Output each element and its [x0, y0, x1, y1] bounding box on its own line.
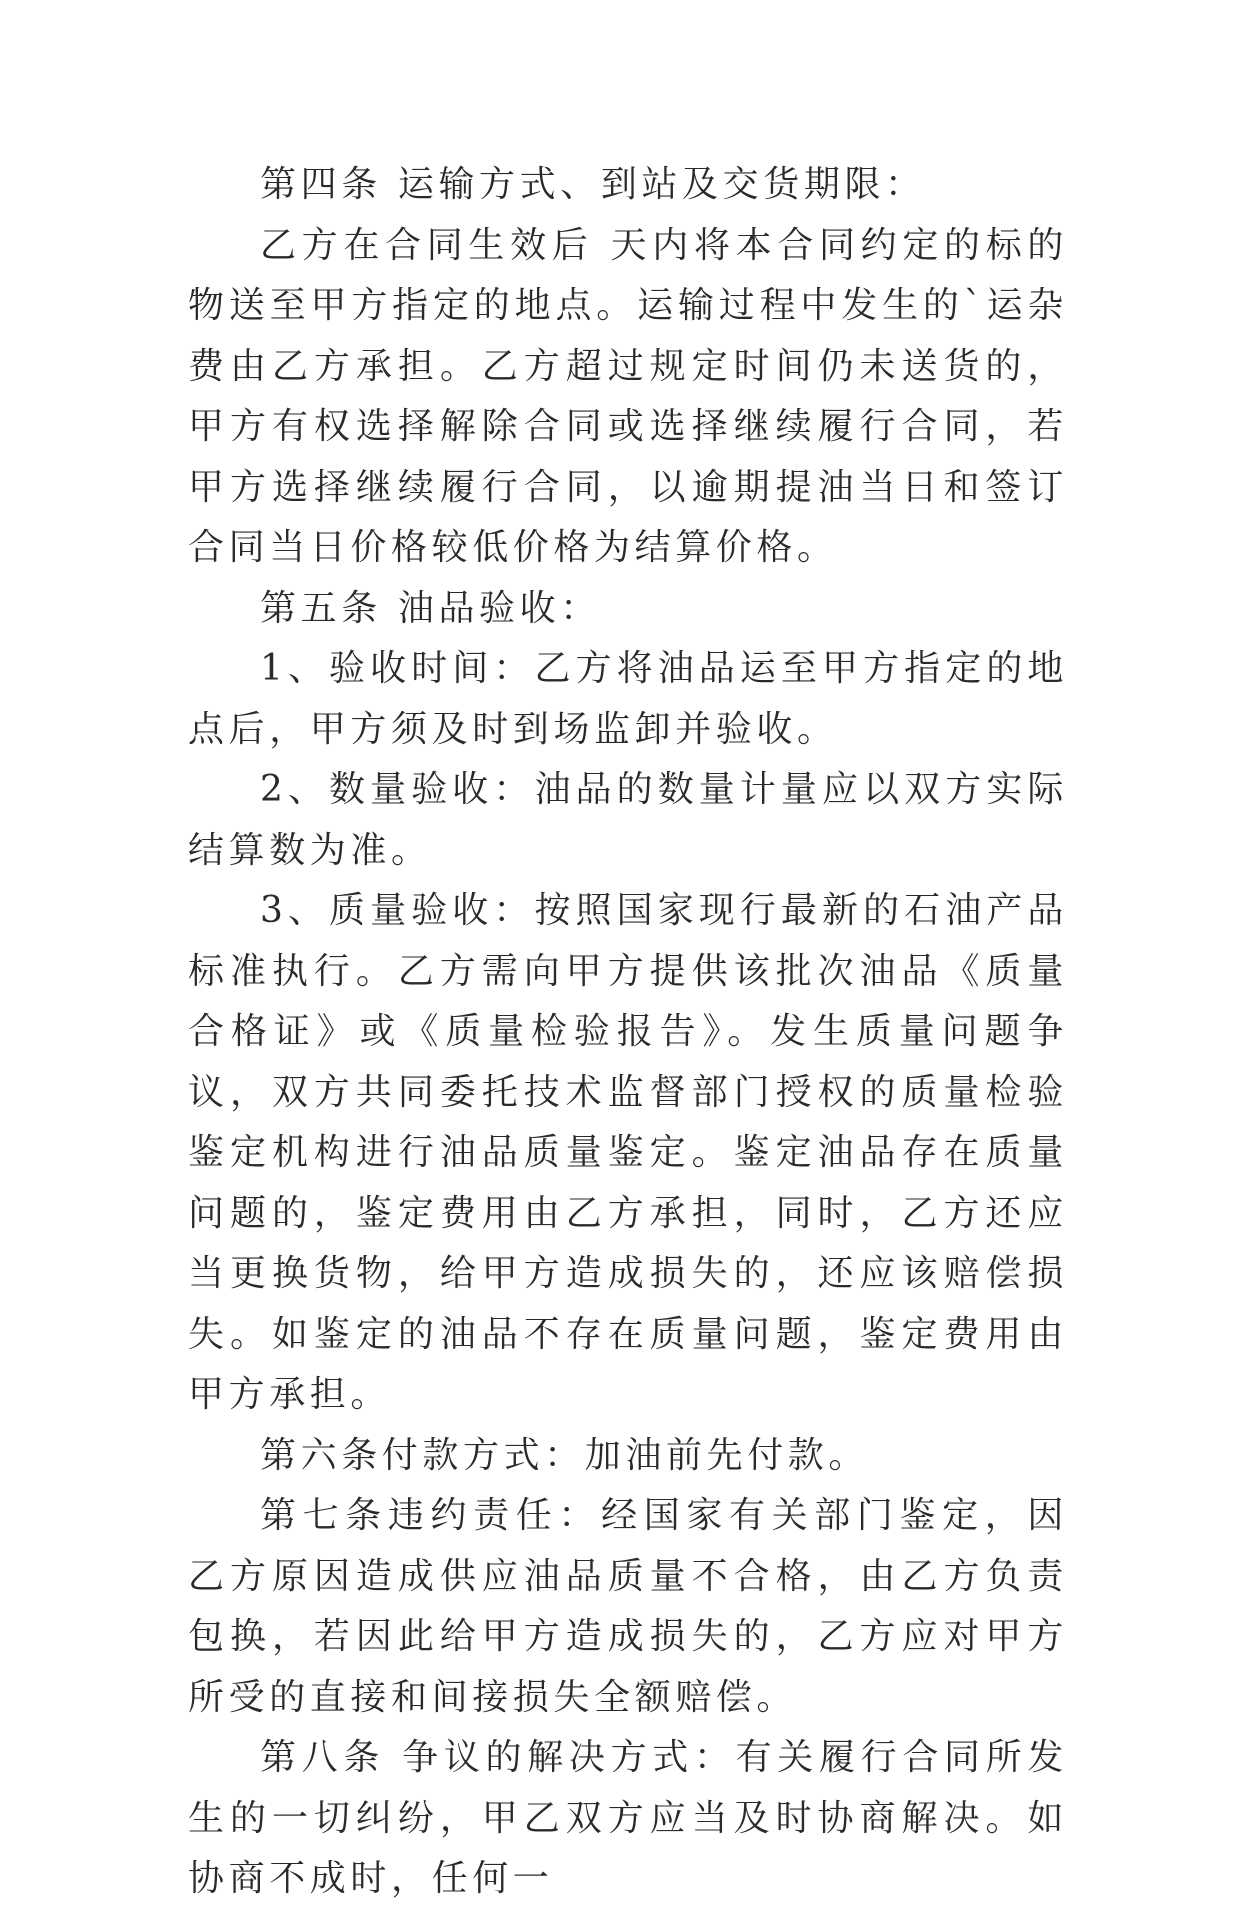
clause-4-body: 乙方在合同生效后 天内将本合同约定的标的物送至甲方指定的地点。运输过程中发生的`运杂费由乙方承担。乙方超过规定时间仍未送货的，甲方有权选择解除合同或选择继续履行合同，若甲方选择继续履行合同，以逾期提油当日和签订合同当日价格较低价格为结算价格。 — [188, 224, 1068, 568]
clause-5-item-2: 2、数量验收：油品的数量计量应以双方实际结算数为准。 — [188, 769, 1068, 871]
clause-6: 第六条付款方式：加油前先付款。 — [260, 1434, 870, 1476]
document-body — [188, 155, 1068, 1910]
clause-8: 第八条 争议的解决方式：有关履行合同所发生的一切纠纷，甲乙双方应当及时协商解决。如协商不成时，任何一 — [188, 1737, 1068, 1899]
clause-7: 第七条违约责任：经国家有关部门鉴定，因乙方原因造成供应油品质量不合格，由乙方负责包换，若因此给甲方造成损失的，乙方应对甲方所受的直接和间接损失全额赔偿。 — [188, 1495, 1068, 1718]
clause-5-item-3: 3、质量验收：按照国家现行最新的石油产品标准执行。乙方需向甲方提供该批次油品《质量合格证》或《质量检验报告》。发生质量问题争议，双方共同委托技术监督部门授权的质量检验鉴定机构进行油品质量鉴定。鉴定油品存在质量问题的，鉴定费用由乙方承担，同时，乙方还应当更换货物，给甲方造成损失的，还应该赔偿损失。如鉴定的油品不存在质量问题，鉴定费用由甲方承担。 — [188, 890, 1068, 1415]
clause-5-item-1: 1、验收时间：乙方将油品运至甲方指定的地点后，甲方须及时到场监卸并验收。 — [188, 648, 1068, 750]
clause-4-heading: 第四条 运输方式、到站及交货期限： — [260, 164, 926, 205]
clause-5-heading: 第五条 油品验收： — [260, 587, 601, 629]
